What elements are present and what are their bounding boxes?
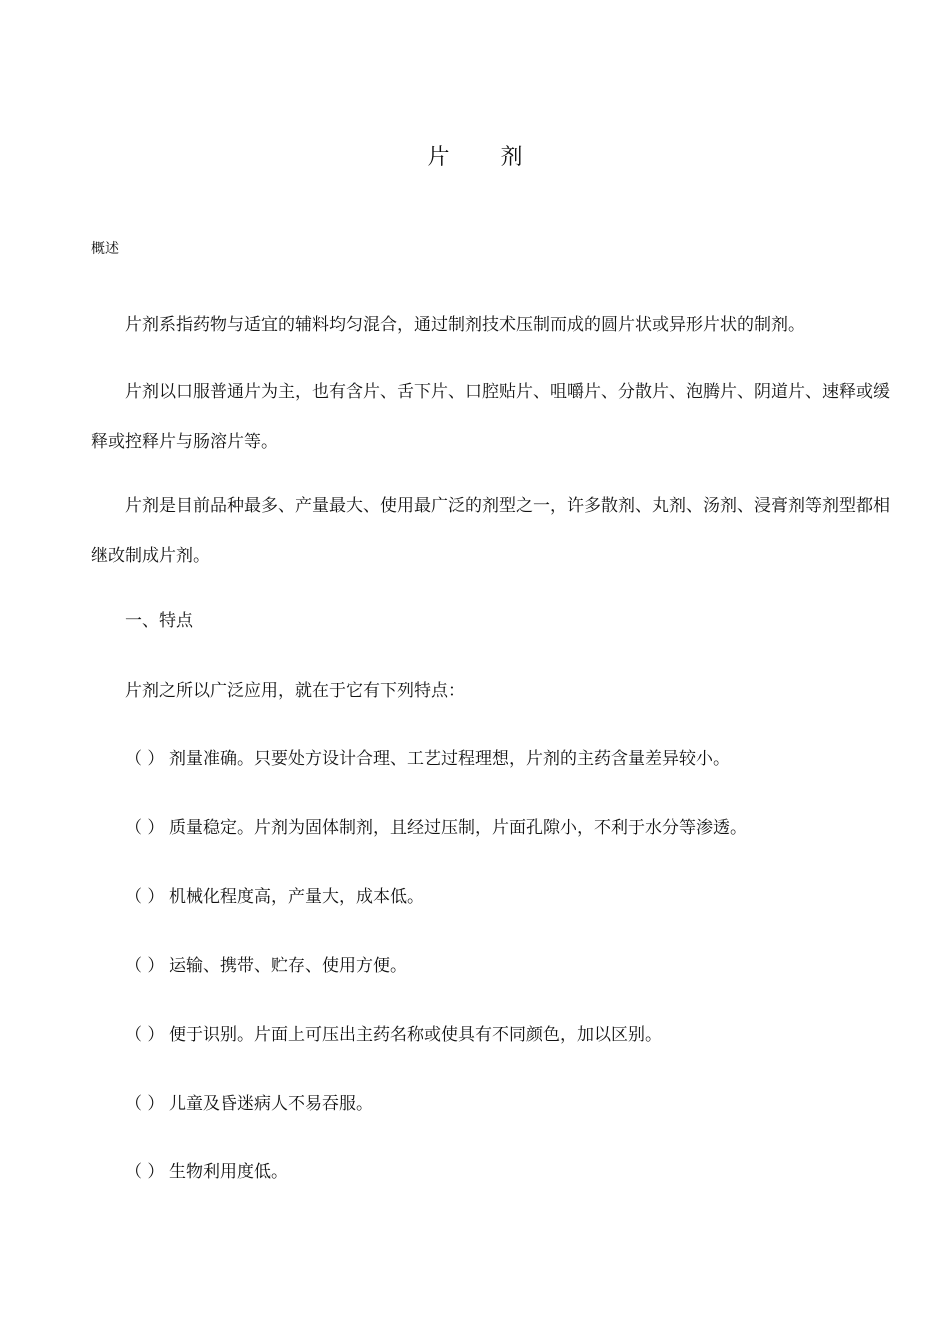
item-marker: （ ） [125,1162,165,1182]
item-text: 生物利用度低。 [169,1162,288,1182]
section-heading: 一、特点 [125,611,193,631]
paragraph-types: 片剂以口服普通片为主，也有含片、舌下片、口腔贴片、咀嚼片、分散片、泡腾片、阴道片、速释或缓释或控释片与肠溶片等。 [91,382,890,452]
item-text: 剂量准确。只要处方设计合理、工艺过程理想，片剂的主药含量差异较小。 [169,749,730,769]
item-marker: （ ） [125,818,165,838]
item-text: 质量稳定。片剂为固体制剂，且经过压制，片面孔隙小，不利于水分等渗透。 [169,818,747,838]
item-marker: （ ） [125,887,165,907]
list-item [125,1160,288,1184]
list-item [125,954,407,978]
overview-label: 概述 [91,241,119,257]
list-item [125,816,747,840]
item-marker: （ ） [125,1025,165,1045]
item-text: 便于识别。片面上可压出主药名称或使具有不同颜色，加以区别。 [169,1025,662,1045]
list-item [125,747,730,771]
list-item [125,1023,662,1047]
list-item [125,1092,373,1116]
item-marker: （ ） [125,749,165,769]
intro-sentence: 片剂之所以广泛应用，就在于它有下列特点： [125,681,465,701]
item-text: 运输、携带、贮存、使用方便。 [169,956,407,976]
list-item [125,885,424,909]
page-title: 片 剂 [427,145,545,170]
item-marker: （ ） [125,956,165,976]
item-text: 儿童及昏迷病人不易吞服。 [169,1094,373,1114]
item-marker: （ ） [125,1094,165,1114]
item-text: 机械化程度高，产量大，成本低。 [169,887,424,907]
paragraph-definition: 片剂系指药物与适宜的辅料均匀混合，通过制剂技术压制而成的圆片状或异形片状的制剂。 [125,315,805,335]
paragraph-usage: 片剂是目前品种最多、产量最大、使用最广泛的剂型之一，许多散剂、丸剂、汤剂、浸膏剂等剂型都相继改制成片剂。 [91,496,890,566]
